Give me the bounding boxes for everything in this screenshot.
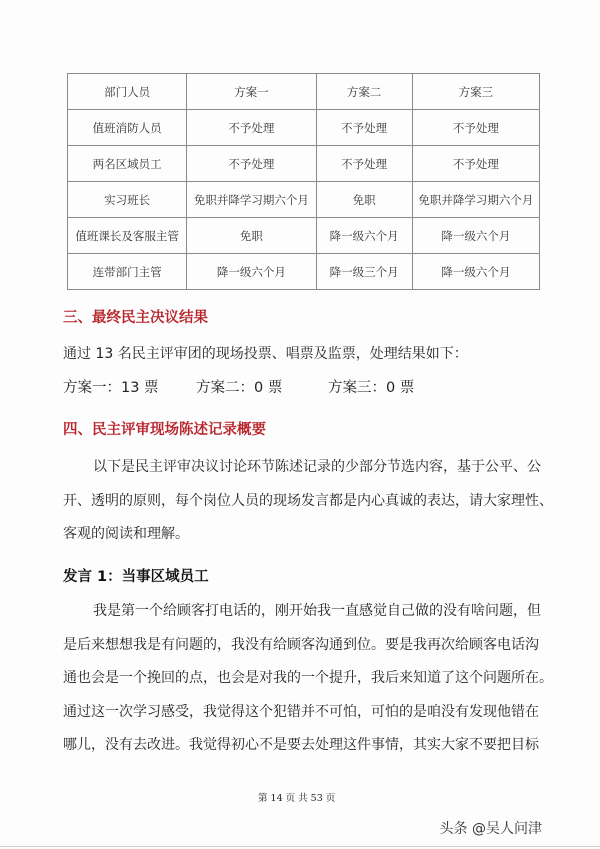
speech-1-heading: 发言 1：当事区域员工	[63, 569, 209, 585]
table-cell: 值班课长及客服主管	[68, 218, 187, 254]
summary-paragraph-line: 以下是民主评审决议讨论环节陈述记录的少部分节选内容，基于公平、公	[93, 459, 541, 475]
speech-paragraph-line: 我是第一个给顾客打电话的，刚开始我一直感觉自己做的没有啥问题，但	[93, 603, 541, 619]
table-cell: 实习班长	[68, 182, 187, 218]
table-row	[68, 110, 540, 146]
speech-paragraph-line: 是后来想想我是有问题的，我没有给顾客沟通到位。要是我再次给顾客电话沟	[63, 637, 539, 653]
table-cell: 不予处理	[412, 110, 539, 146]
table-cell: 降一级六个月	[412, 218, 539, 254]
penalty-plan-table	[67, 73, 540, 290]
vote-result-plan-1: 方案一：13 票	[63, 380, 159, 396]
bottom-divider	[0, 846, 600, 847]
summary-paragraph-line: 开、透明的原则，每个岗位人员的现场发言都是内心真诚的表达，请大家理性、	[63, 493, 553, 509]
table-cell: 不予处理	[316, 110, 412, 146]
summary-paragraph-line: 客观的阅读和理解。	[63, 526, 189, 542]
table-cell: 降一级六个月	[412, 254, 539, 290]
table-cell: 不予处理	[412, 146, 539, 182]
table-cell: 免职	[187, 218, 316, 254]
table-cell: 降一级三个月	[316, 254, 412, 290]
vote-intro-text: 通过 13 名民主评审团的现场投票、唱票及监票，处理结果如下：	[63, 346, 468, 362]
table-row	[68, 254, 540, 290]
section-3-heading: 三、最终民主决议结果	[63, 310, 208, 326]
vote-result-plan-3: 方案三：0 票	[328, 380, 415, 396]
table-cell: 连带部门主管	[68, 254, 187, 290]
page-number: 第 14 页 共 53 页	[258, 793, 336, 804]
table-cell: 不予处理	[187, 146, 316, 182]
table-row	[68, 218, 540, 254]
section-4-heading: 四、民主评审现场陈述记录概要	[63, 422, 266, 438]
table-cell: 免职并降学习期六个月	[412, 182, 539, 218]
speech-paragraph-line: 通也会是一个挽回的点，也会是对我的一个提升，我后来知道了这个问题所在。	[63, 670, 553, 686]
table-row	[68, 182, 540, 218]
table-row	[68, 146, 540, 182]
table-cell: 不予处理	[187, 110, 316, 146]
table-cell: 不予处理	[316, 146, 412, 182]
table-header-cell: 方案一	[187, 74, 316, 110]
table-header-cell: 部门人员	[68, 74, 187, 110]
table-cell: 免职	[316, 182, 412, 218]
table-header-row	[68, 74, 540, 110]
table-cell: 两名区域员工	[68, 146, 187, 182]
table-cell: 值班消防人员	[68, 110, 187, 146]
table-cell: 降一级六个月	[187, 254, 316, 290]
table-header-cell: 方案三	[412, 74, 539, 110]
table-cell: 降一级六个月	[316, 218, 412, 254]
speech-paragraph-line: 通过这一次学习感受，我觉得这个犯错并不可怕，可怕的是咱没有发现他错在	[63, 704, 539, 720]
table-header-cell: 方案二	[316, 74, 412, 110]
vote-results	[63, 376, 414, 397]
source-watermark: 头条 @吴人问津	[439, 821, 542, 837]
vote-result-plan-2: 方案二：0 票	[196, 380, 283, 396]
table-cell: 免职并降学习期六个月	[187, 182, 316, 218]
speech-paragraph-line: 哪儿，没有去改进。我觉得初心不是要去处理这件事情，其实大家不要把目标	[63, 737, 539, 753]
